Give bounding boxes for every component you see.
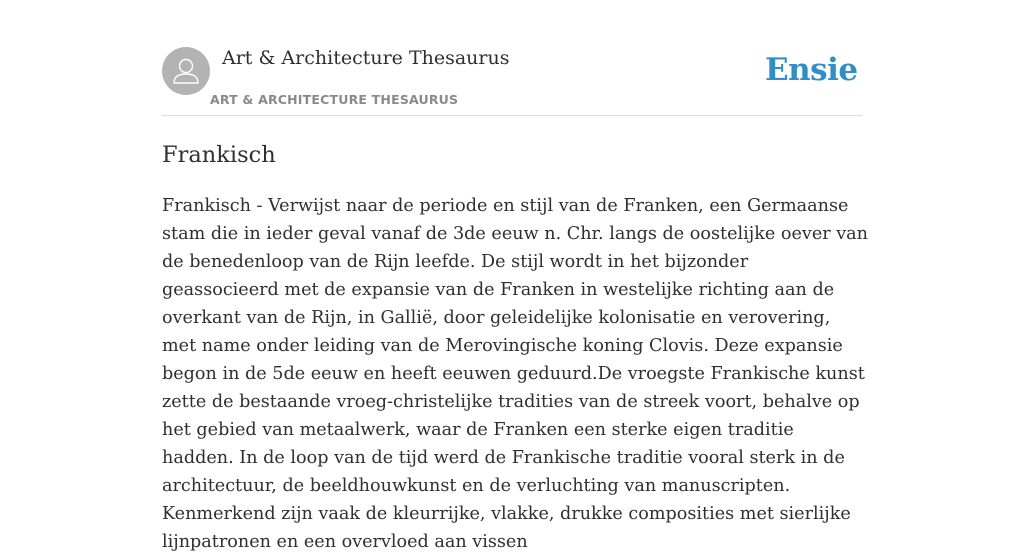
user-icon <box>162 47 210 95</box>
definition-text: Frankisch - Verwijst naar de periode en stijl van de Franken, een Germaanse stam die in ieder geval vanaf de 3de eeuw n. Chr. langs de oostelijke oever van de benedenloop van de Rijn leefde. De stijl wordt in het bijzonder geassocieerd met de expansie van de Franken in westelijke richting aan de overkant van de Rijn, in Gallië, door geleidelijke kolonisatie en verovering, met name onder leiding van de Merovingische koning Clovis. Deze expansie begon in de 5de eeuw en heeft eeuwen geduurd.De vroegste Frankische kunst zette de bestaande vroeg-christelijke tradities van de streek voort, behalve op het gebied van metaalwerk, waar de Franken een sterke eigen traditie hadden. In de loop van de tijd werd de Frankische traditie vooral sterk in de architectuur, de beeldhouwkunst en de verluchting van manuscripten. Kenmerkend zijn vaak de kleurrijke, vlakke, drukke composities met sierlijke lijnpatronen en een overvloed aan vissen <box>162 196 868 552</box>
ensie-logo[interactable]: Ensie <box>765 52 858 88</box>
avatar[interactable] <box>162 47 210 95</box>
header-divider <box>162 115 862 116</box>
page-title: Frankisch <box>162 142 276 168</box>
source-subtitle[interactable]: ART & ARCHITECTURE THESAURUS <box>210 92 459 107</box>
source-title[interactable]: Art & Architecture Thesaurus <box>222 47 510 69</box>
